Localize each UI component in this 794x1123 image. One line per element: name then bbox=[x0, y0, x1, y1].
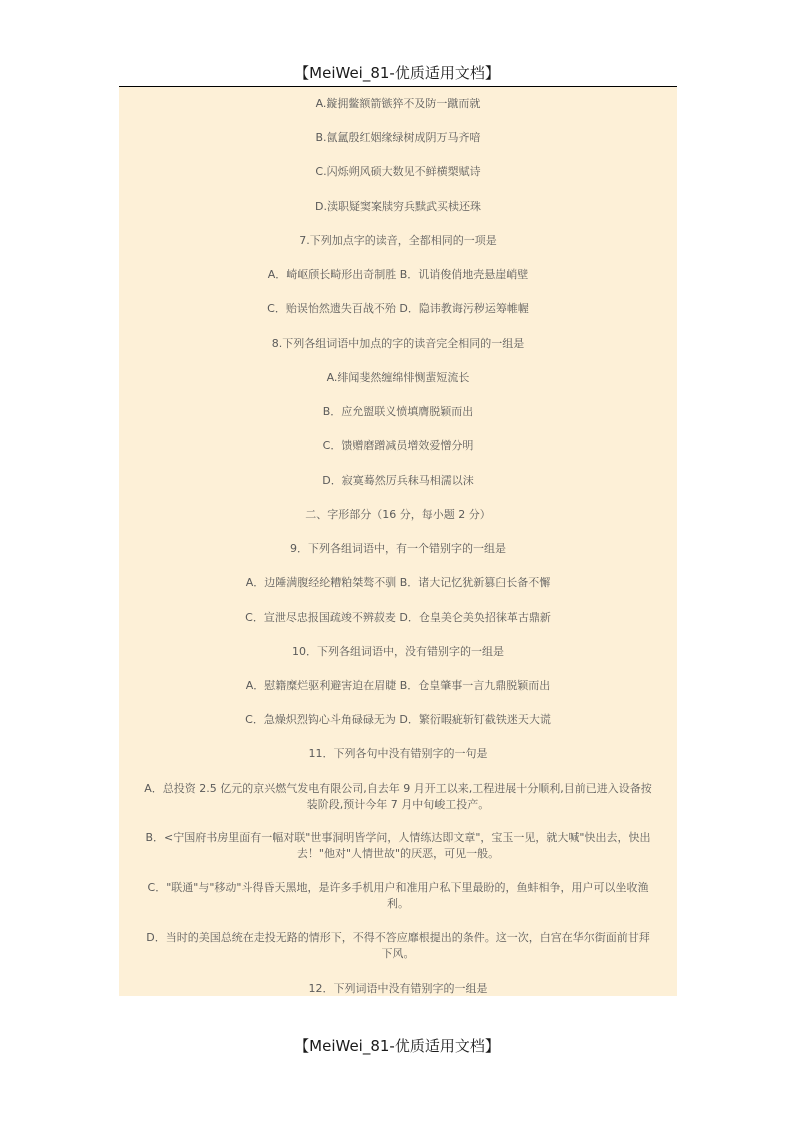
option-line: A．边陲满腹经纶糟粕桀骜不驯 B．诸大记忆犹新篡臼长备不懈 bbox=[245, 576, 551, 589]
option-line: A.绯闻斐然缠绵悱恻蜚短流长 bbox=[326, 371, 470, 384]
option-line: A．慰籍糜烂驱利避害迫在眉睫 B．仓皇肇事一言九鼎脱颖而出 bbox=[245, 679, 551, 692]
question-11: 11．下列各句中没有错别字的一句是 bbox=[308, 747, 488, 760]
section-heading: 二、字形部分（16 分，每小题 2 分） bbox=[305, 508, 491, 521]
page-footer-title: 【MeiWei_81-优质适用文档】 bbox=[294, 1037, 500, 1055]
question-7: 7.下列加点字的读音，全都相同的一项是 bbox=[299, 234, 497, 247]
option-line: C．急燥炽烈钩心斗角碌碌无为 D．繁衍暇疵斩钉截铁迷天大谎 bbox=[245, 713, 551, 726]
option-line: C．贻误怡然遗失百战不殆 D．隐讳教诲污秽运筹帷幄 bbox=[267, 302, 529, 315]
question-9: 9．下列各组词语中，有一个错别字的一组是 bbox=[290, 542, 506, 555]
page-header-title: 【MeiWei_81-优质适用文档】 bbox=[294, 64, 500, 82]
option-line: D．寂寞蓦然厉兵秣马相濡以沫 bbox=[322, 474, 474, 487]
option-line: C．宣泄尽忠报国疏竣不辨菽麦 D．仓皇美仑美奂招徕革古鼎新 bbox=[245, 611, 551, 624]
option-line: B.氤氲殷红姻缘绿树成阴万马齐喑 bbox=[315, 131, 481, 144]
option-paragraph: A．总投资 2.5 亿元的京兴燃气发电有限公司,自去年 9 月开工以来,工程进展十分顺利,目前已进入设备按装阶段,预计今年 7 月中旬峻工投产。 bbox=[144, 782, 652, 811]
question-8: 8.下列各组词语中加点的字的读音完全相同的一组是 bbox=[271, 337, 525, 350]
option-line: D.渎职疑窦案牍穷兵黩武买椟还珠 bbox=[315, 200, 481, 213]
option-line: B．应允盥联义愤填膺脱颖而出 bbox=[322, 405, 474, 418]
option-paragraph: C．"联通"与"移动"斗得昏天黑地，是许多手机用户和准用户私下里最盼的，鱼蚌相争，用户可以坐收渔利。 bbox=[147, 881, 649, 910]
question-10: 10．下列各组词语中，没有错别字的一组是 bbox=[292, 645, 504, 658]
option-line: C.闪烁朔风硕大数见不鲜横槊赋诗 bbox=[315, 165, 481, 178]
option-line: C．馈赠磨蹭减员增效爱憎分明 bbox=[322, 439, 474, 452]
question-12: 12．下列词语中没有错别字的一组是 bbox=[308, 982, 488, 995]
option-line: A.鏇拥鳖额箭镞猝不及防一蹴而就 bbox=[315, 97, 481, 110]
option-paragraph: B．<宁国府书房里面有一幅对联"世事洞明皆学问，人情练达即文章"，宝玉一见，就大喊"快出去，快出去！"他对"人情世故"的厌恶，可见一般。 bbox=[145, 831, 651, 860]
option-paragraph: D．当时的美国总统在走投无路的情形下，不得不答应靡根提出的条件。这一次，白宫在华尔街面前甘拜下风。 bbox=[146, 931, 650, 960]
option-line: A．崎岖颀长畸形出奇制胜 B．讥诮俊俏地壳悬崖峭壁 bbox=[267, 268, 529, 281]
content-panel bbox=[119, 87, 677, 996]
